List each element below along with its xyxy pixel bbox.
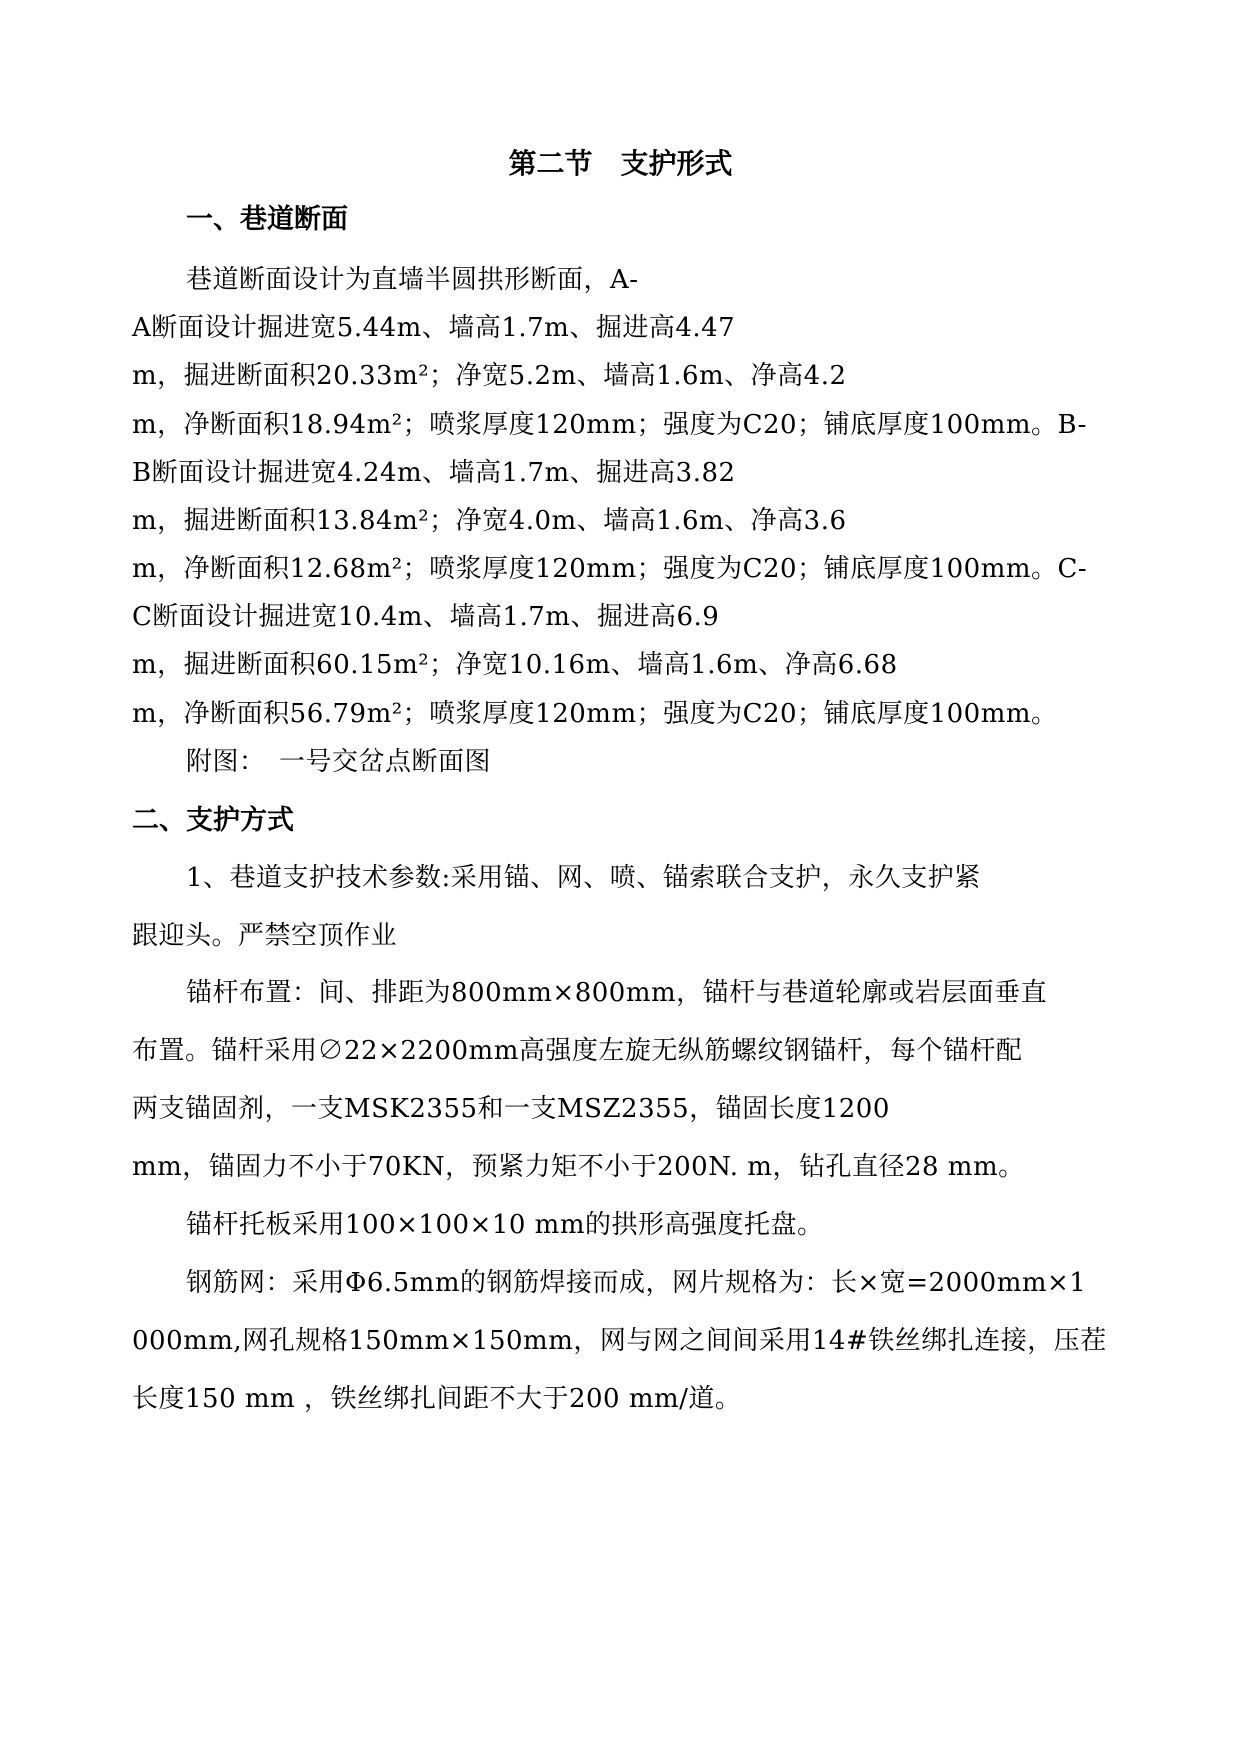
- paragraph-line: A断面设计掘进宽5.44m、墙高1.7m、掘进高4.47: [132, 313, 736, 343]
- paragraph-line: m，掘进断面积60.15m²；净宽10.16m、墙高1.6m、净高6.68: [132, 650, 898, 680]
- paragraph-line: 巷道断面设计为直墙半圆拱形断面，A-: [186, 265, 639, 295]
- section-title: 第二节 支护形式: [508, 147, 733, 180]
- paragraph-line: 1、巷道支护技术参数:采用锚、网、喷、锚索联合支护，永久支护紧: [186, 863, 981, 893]
- paragraph-line: m，净断面积12.68m²；喷浆厚度120mm；强度为C20；铺底厚度100mm。C-: [132, 554, 1088, 584]
- heading-roadway-section: 一、巷道断面: [186, 204, 348, 235]
- paragraph-line: B断面设计掘进宽4.24m、墙高1.7m、掘进高3.82: [132, 458, 736, 488]
- paragraph-line: C断面设计掘进宽10.4m、墙高1.7m、掘进高6.9: [132, 602, 720, 632]
- paragraph-line: m，净断面积18.94m²；喷浆厚度120mm；强度为C20；铺底厚度100mm。B-: [132, 410, 1087, 440]
- paragraph-line: 锚杆布置：间、排距为800mm×800mm，锚杆与巷道轮廓或岩层面垂直: [186, 978, 1048, 1008]
- figure-reference: 附图： 一号交岔点断面图: [186, 747, 492, 777]
- paragraph-line: 钢筋网：采用Φ6.5mm的钢筋焊接而成，网片规格为：长×宽=2000mm×1: [186, 1268, 1087, 1298]
- paragraph-line: 两支锚固剂，一支MSK2355和一支MSZ2355，锚固长度1200: [132, 1094, 890, 1124]
- paragraph-line: m，掘进断面积20.33m²；净宽5.2m、墙高1.6m、净高4.2: [132, 361, 847, 391]
- paragraph-line: 跟迎头。严禁空顶作业: [132, 921, 398, 951]
- heading-support-method: 二、支护方式: [132, 805, 294, 836]
- paragraph-line: 000mm,网孔规格150mm×150mm，网与网之间间采用14#铁丝绑扎连接，压茬: [132, 1326, 1107, 1356]
- paragraph-line: 长度150 mm ，铁丝绑扎间距不大于200 mm/道。: [132, 1384, 742, 1414]
- paragraph-line: 锚杆托板采用100×100×10 mm的拱形高强度托盘。: [186, 1210, 824, 1240]
- paragraph-line: 布置。锚杆采用∅22×2200mm高强度左旋无纵筋螺纹钢锚杆，每个锚杆配: [132, 1036, 1023, 1066]
- paragraph-line: m，掘进断面积13.84m²；净宽4.0m、墙高1.6m、净高3.6: [132, 506, 847, 536]
- paragraph-line: m，净断面积56.79m²；喷浆厚度120mm；强度为C20；铺底厚度100mm。: [132, 699, 1058, 729]
- paragraph-line: mm，锚固力不小于70KN，预紧力矩不小于200N. m，钻孔直径28 mm。: [132, 1152, 1025, 1182]
